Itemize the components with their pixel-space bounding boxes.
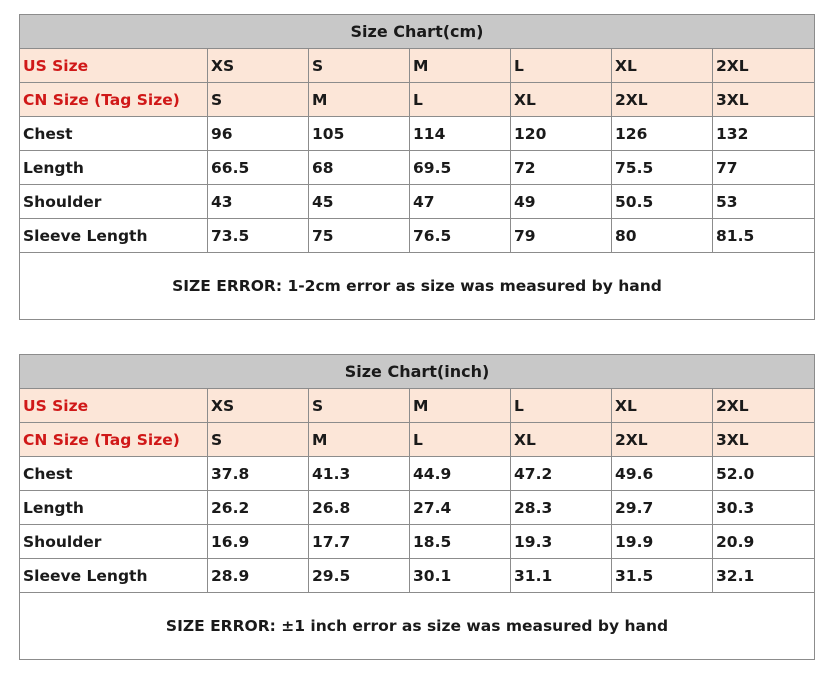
- table-row: [20, 559, 815, 593]
- table-cell: XL: [511, 423, 612, 457]
- table-cell: 75.5: [612, 151, 713, 185]
- table-cell: XL: [511, 83, 612, 117]
- table-cell: 30.1: [410, 559, 511, 593]
- row-label: Chest: [20, 457, 208, 491]
- table-cell: 30.3: [713, 491, 815, 525]
- table-cell: 80: [612, 219, 713, 253]
- table-cell: 68: [309, 151, 410, 185]
- table-cell: 3XL: [713, 83, 815, 117]
- table-cell: 26.8: [309, 491, 410, 525]
- row-label: Chest: [20, 117, 208, 151]
- row-label: Length: [20, 151, 208, 185]
- size-table-body: [20, 15, 815, 320]
- table-cell: S: [309, 389, 410, 423]
- row-label: US Size: [20, 389, 208, 423]
- table-cell: L: [410, 83, 511, 117]
- row-label: Length: [20, 491, 208, 525]
- table-row: [20, 491, 815, 525]
- table-cell: 72: [511, 151, 612, 185]
- table-cell: 2XL: [612, 423, 713, 457]
- table-cell: 29.7: [612, 491, 713, 525]
- table-cell: 28.9: [208, 559, 309, 593]
- table-row: [20, 389, 815, 423]
- table-cell: 49.6: [612, 457, 713, 491]
- table-cell: XS: [208, 49, 309, 83]
- table-cell: 20.9: [713, 525, 815, 559]
- row-label: Shoulder: [20, 525, 208, 559]
- table-cell: 26.2: [208, 491, 309, 525]
- table-cell: 52.0: [713, 457, 815, 491]
- table-cell: 120: [511, 117, 612, 151]
- table-cell: 79: [511, 219, 612, 253]
- table-cell: 2XL: [713, 389, 815, 423]
- note-row: [20, 593, 815, 660]
- table-row: [20, 525, 815, 559]
- size-chart-cm: [19, 14, 814, 320]
- table-cell: 28.3: [511, 491, 612, 525]
- size-table-body: [20, 355, 815, 660]
- table-title: Size Chart(cm): [20, 15, 815, 49]
- table-cell: 114: [410, 117, 511, 151]
- table-cell: 75: [309, 219, 410, 253]
- table-cell: 47: [410, 185, 511, 219]
- table-cell: 66.5: [208, 151, 309, 185]
- table-cell: 17.7: [309, 525, 410, 559]
- row-label: CN Size (Tag Size): [20, 83, 208, 117]
- table-row: [20, 117, 815, 151]
- table-cell: 69.5: [410, 151, 511, 185]
- table-row: [20, 219, 815, 253]
- size-error-note: SIZE ERROR: ±1 inch error as size was measured by hand: [20, 593, 815, 660]
- table-cell: 47.2: [511, 457, 612, 491]
- table-cell: 43: [208, 185, 309, 219]
- table-row: [20, 83, 815, 117]
- table-cell: 32.1: [713, 559, 815, 593]
- table-cell: 81.5: [713, 219, 815, 253]
- table-cell: 2XL: [713, 49, 815, 83]
- table-cell: 16.9: [208, 525, 309, 559]
- table-cell: 76.5: [410, 219, 511, 253]
- size-chart-inch: [19, 354, 814, 660]
- size-error-note: SIZE ERROR: 1-2cm error as size was measured by hand: [20, 253, 815, 320]
- table-cell: 37.8: [208, 457, 309, 491]
- table-cell: 2XL: [612, 83, 713, 117]
- table-cell: S: [208, 423, 309, 457]
- table-row: [20, 185, 815, 219]
- note-row: [20, 253, 815, 320]
- table-cell: XL: [612, 49, 713, 83]
- table-title-row: [20, 355, 815, 389]
- table-cell: 18.5: [410, 525, 511, 559]
- table-cell: L: [511, 49, 612, 83]
- table-cell: 19.9: [612, 525, 713, 559]
- table-cell: 44.9: [410, 457, 511, 491]
- row-label: Sleeve Length: [20, 559, 208, 593]
- table-cell: 53: [713, 185, 815, 219]
- table-cell: XS: [208, 389, 309, 423]
- row-label: CN Size (Tag Size): [20, 423, 208, 457]
- table-cell: 49: [511, 185, 612, 219]
- table-cell: 3XL: [713, 423, 815, 457]
- table-cell: S: [208, 83, 309, 117]
- row-label: Sleeve Length: [20, 219, 208, 253]
- table-title-row: [20, 15, 815, 49]
- table-cell: 45: [309, 185, 410, 219]
- table-cell: 77: [713, 151, 815, 185]
- table-cell: 19.3: [511, 525, 612, 559]
- table-cell: 29.5: [309, 559, 410, 593]
- table-cell: L: [511, 389, 612, 423]
- table-cell: 31.5: [612, 559, 713, 593]
- table-cell: 126: [612, 117, 713, 151]
- table-cell: 50.5: [612, 185, 713, 219]
- table-cell: 96: [208, 117, 309, 151]
- table-cell: 105: [309, 117, 410, 151]
- table-cell: S: [309, 49, 410, 83]
- table-cell: 27.4: [410, 491, 511, 525]
- table-cell: 73.5: [208, 219, 309, 253]
- table-cell: XL: [612, 389, 713, 423]
- table-cell: M: [410, 49, 511, 83]
- size-table: [19, 14, 815, 320]
- row-label: Shoulder: [20, 185, 208, 219]
- table-cell: M: [410, 389, 511, 423]
- table-cell: 41.3: [309, 457, 410, 491]
- table-cell: 31.1: [511, 559, 612, 593]
- row-label: US Size: [20, 49, 208, 83]
- table-row: [20, 423, 815, 457]
- size-table: [19, 354, 815, 660]
- table-cell: 132: [713, 117, 815, 151]
- table-row: [20, 457, 815, 491]
- table-cell: M: [309, 83, 410, 117]
- table-title: Size Chart(inch): [20, 355, 815, 389]
- table-row: [20, 49, 815, 83]
- table-cell: L: [410, 423, 511, 457]
- table-cell: M: [309, 423, 410, 457]
- table-row: [20, 151, 815, 185]
